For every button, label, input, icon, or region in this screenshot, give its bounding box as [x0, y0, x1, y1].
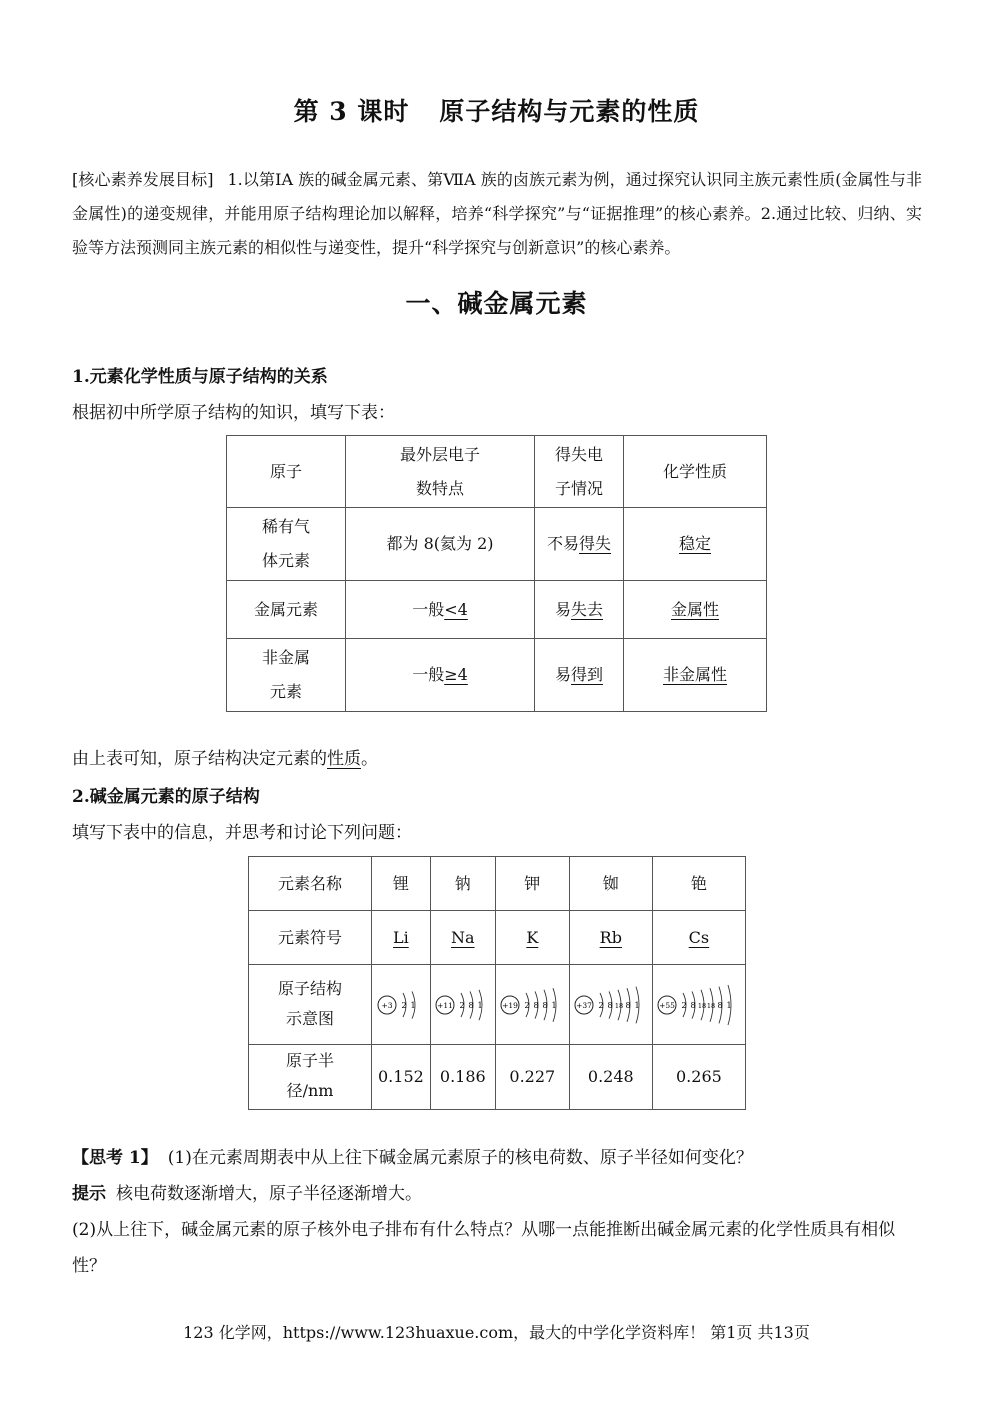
t2-name-rb: 铷	[569, 857, 652, 911]
t2-radius-na: 0.186	[430, 1045, 495, 1110]
t2-cell	[249, 1045, 372, 1110]
atom-nucleus-charge: +55	[659, 1000, 676, 1010]
t1-header-tendency	[535, 436, 624, 508]
atom-diagram-cs	[655, 975, 742, 1035]
t1-cell	[624, 581, 767, 639]
t1-answer-tendency: 得失	[579, 534, 612, 553]
part1-conclusion	[72, 744, 378, 769]
hint-text: 核电荷数逐渐增大，原子半径逐渐增大。	[116, 1184, 422, 1204]
t1-cell	[346, 581, 535, 639]
atom-nucleus-charge: +37	[575, 1000, 592, 1010]
alkali-metal-table	[248, 856, 746, 1110]
atom-shell-count: 1	[477, 1000, 483, 1010]
table-row	[249, 911, 746, 965]
t2-symbol-rb: Rb	[599, 927, 622, 947]
t2-name-k: 钾	[495, 857, 569, 911]
t1-cell-atom: 非金属元素	[261, 648, 310, 701]
t2-name-li: 锂	[372, 857, 431, 911]
atom-shell-count: 1	[726, 1000, 732, 1010]
table-row	[227, 581, 767, 639]
atom-shell-count: 8	[533, 1000, 539, 1010]
t2-label-name: 元素名称	[249, 857, 372, 911]
t1-cell	[227, 639, 346, 712]
structure-property-table	[226, 435, 767, 712]
atom-shell-count: 2	[459, 1000, 465, 1010]
atom-shell-count: 8	[717, 1000, 723, 1010]
hint-label: 提示	[72, 1184, 106, 1204]
conclusion-prefix: 由上表可知，原子结构决定元素的	[72, 749, 327, 769]
atom-nucleus-charge: +11	[436, 1000, 453, 1010]
lesson-number: 第 3 课时	[293, 97, 410, 126]
table-row	[249, 965, 746, 1045]
atom-shell-count: 1	[634, 1000, 640, 1010]
t2-cell	[495, 965, 569, 1045]
t1-cell-atom: 稀有气体元素	[261, 517, 310, 570]
t1-answer-tendency: 得到	[571, 665, 604, 684]
think-1-question-2: (2)从上往下，碱金属元素的原子核外电子排布有什么特点？从哪一点能推断出碱金属元素的化学性质具有相似性？	[72, 1220, 896, 1276]
t2-symbol-k: K	[526, 927, 539, 947]
t1-cell-electrons: 都为 8(氦为 2)	[346, 508, 535, 581]
think-1-question-1	[72, 1140, 922, 1176]
t1-header-atom: 原子	[227, 436, 346, 508]
t2-radius-li: 0.152	[372, 1045, 431, 1110]
t1-answer-electrons: ≥4	[444, 665, 468, 684]
t2-cell	[495, 911, 569, 965]
t2-cell	[569, 965, 652, 1045]
t2-label-symbol: 元素符号	[249, 911, 372, 965]
atom-shell-count: 8	[625, 1000, 631, 1010]
t1-cell-prefix: 不易	[546, 534, 579, 553]
t2-radius-cs: 0.265	[652, 1045, 745, 1110]
table-row	[227, 639, 767, 712]
atom-shell-count: 8	[542, 1000, 548, 1010]
t1-header-tendency-text: 得失电子情况	[554, 444, 603, 498]
table-row	[249, 857, 746, 911]
t1-cell-prefix: 易	[554, 599, 571, 619]
t2-name-na: 钠	[430, 857, 495, 911]
t2-cell	[372, 911, 431, 965]
t2-label-radius: 原子半径/nm	[285, 1051, 334, 1100]
t2-cell	[372, 965, 431, 1045]
section-title: 一、碱金属元素	[405, 289, 588, 318]
t2-cell	[652, 965, 745, 1045]
atom-nucleus-charge: +3	[381, 1000, 393, 1010]
atom-shell-count: 18	[614, 1001, 623, 1010]
atom-nucleus-charge: +19	[501, 1000, 518, 1010]
t1-answer-property: 非金属性	[662, 665, 727, 684]
t2-name-cs: 铯	[652, 857, 745, 911]
atom-diagram-na	[433, 975, 493, 1035]
part1-instruction: 根据初中所学原子结构的知识，填写下表：	[72, 403, 395, 423]
core-goals-text: 1.以第ⅠA 族的碱金属元素、第ⅦA 族的卤族元素为例，通过探究认识同主族元素性质(金属性与非金属性)的递变规律，并能用原子结构理论加以解释，培养“科学探究”与“证据推理”的核心素养。2.通过比较、归纳、实验等方法预测同主族元素的相似性与递变性，提升“科学探究与创新意识”的核心素养。	[72, 170, 922, 257]
atom-diagram-rb	[572, 975, 650, 1035]
t2-radius-rb: 0.248	[569, 1045, 652, 1110]
t1-cell-prefix: 一般	[412, 599, 445, 619]
part2-instruction: 填写下表中的信息，并思考和讨论下列问题：	[72, 823, 412, 843]
t1-answer-property: 稳定	[678, 534, 711, 553]
conclusion-answer: 性质	[327, 749, 361, 769]
t2-symbol-na: Na	[451, 927, 475, 947]
think-1-q1-text: (1)在元素周期表中从上往下碱金属元素原子的核电荷数、原子半径如何变化？	[167, 1148, 753, 1168]
t2-cell	[652, 911, 745, 965]
atom-shell-count: 18	[698, 1001, 707, 1010]
atom-shell-count: 8	[690, 1000, 696, 1010]
t1-header-property: 化学性质	[624, 436, 767, 508]
atom-shell-count: 1	[551, 1000, 557, 1010]
part1-heading: 1.元素化学性质与原子结构的关系	[72, 367, 328, 387]
atom-shell-count: 8	[607, 1000, 613, 1010]
table-row	[227, 508, 767, 581]
t1-cell	[624, 639, 767, 712]
page-footer: 123 化学网，https://www.123huaxue.com，最大的中学化学资料库！ 第1页 共13页	[183, 1323, 810, 1342]
t1-answer-tendency: 失去	[571, 599, 604, 619]
page-title	[0, 92, 993, 128]
lesson-topic: 原子结构与元素的性质	[439, 97, 700, 126]
t1-answer-property: 金属性	[670, 599, 719, 619]
t2-cell	[430, 965, 495, 1045]
t2-symbol-cs: Cs	[688, 927, 710, 947]
t2-label-diagram: 原子结构示意图	[277, 978, 342, 1028]
atom-shell-count: 1	[410, 1000, 416, 1010]
part2-heading: 2.碱金属元素的原子结构	[72, 787, 260, 807]
atom-shell-count: 2	[681, 1000, 687, 1010]
t1-header-electrons	[346, 436, 535, 508]
atom-shell-count: 2	[401, 1000, 407, 1010]
t1-cell	[227, 508, 346, 581]
atom-diagram-k	[498, 975, 567, 1035]
t1-cell-atom: 金属元素	[227, 581, 346, 639]
atom-shell-count: 2	[598, 1000, 604, 1010]
think-1-hint	[72, 1176, 922, 1212]
t2-symbol-li: Li	[393, 927, 409, 947]
atom-shell-count: 18	[707, 1001, 716, 1010]
t1-cell	[535, 581, 624, 639]
t2-radius-k: 0.227	[495, 1045, 569, 1110]
t1-cell	[624, 508, 767, 581]
t2-cell	[430, 911, 495, 965]
t1-cell-prefix: 一般	[412, 665, 445, 684]
table-row	[249, 1045, 746, 1110]
core-goals-tag: [核心素养发展目标]	[72, 170, 214, 189]
t1-answer-electrons: <4	[444, 599, 468, 619]
atom-shell-count: 2	[524, 1000, 530, 1010]
t2-cell	[569, 911, 652, 965]
t1-cell	[535, 639, 624, 712]
t1-header-electrons-text: 最外层电子数特点	[400, 444, 481, 498]
t1-cell	[535, 508, 624, 581]
conclusion-suffix: 。	[361, 749, 378, 769]
core-goals	[72, 163, 922, 265]
t1-cell	[346, 639, 535, 712]
t1-cell-prefix: 易	[554, 665, 571, 684]
t2-cell	[249, 965, 372, 1045]
atom-shell-count: 8	[468, 1000, 474, 1010]
atom-diagram-li	[375, 975, 426, 1035]
think-1	[72, 1140, 922, 1284]
think-1-label: 【思考 1】	[72, 1148, 158, 1168]
